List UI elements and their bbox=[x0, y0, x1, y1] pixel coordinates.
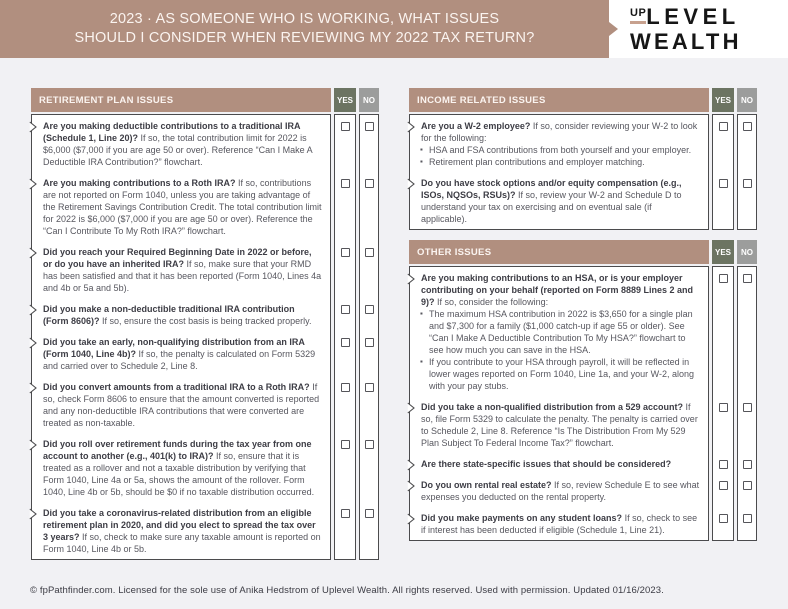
question-bold: Did you take an early, non-qualifying distribution from an IRA (Form 1040, Line 4b)? bbox=[43, 336, 305, 359]
question-text bbox=[43, 336, 322, 372]
logo-line1 bbox=[630, 6, 742, 28]
yes-cell bbox=[712, 114, 734, 172]
yes-cell bbox=[712, 266, 734, 396]
question-detail: If so, review your W-2 and Schedule D to understand your tax on exercising and on eventual sale (if applicable). bbox=[421, 189, 682, 224]
yes-cell bbox=[334, 241, 356, 298]
question-detail: If so, ensure that it is treated as a rollover and not a taxable distribution by verifying that Form 1040, Line 4a or 5a, shows the amount of the rollover. Form 1040, Line 4b or 5b, should be $0 if no taxable distribution occurred. bbox=[43, 450, 315, 497]
question-cell bbox=[31, 114, 331, 172]
question-bold: Did you roll over retirement funds during the tax year from one account to another (e.g., 401(k) to IRA)? bbox=[43, 438, 312, 461]
yes-checkbox[interactable] bbox=[341, 509, 350, 518]
question-detail: If so, the penalty is calculated on Form 5329 and carried over to Schedule 2, Line 8. bbox=[43, 348, 316, 371]
question-cell bbox=[31, 241, 331, 298]
no-cell bbox=[359, 241, 379, 298]
yes-checkbox[interactable] bbox=[719, 460, 728, 469]
yes-cell bbox=[334, 114, 356, 172]
section-header bbox=[31, 88, 379, 112]
no-cell bbox=[737, 114, 757, 172]
yes-cell bbox=[334, 433, 356, 502]
question-text bbox=[421, 177, 700, 225]
no-checkbox[interactable] bbox=[743, 274, 752, 283]
question-cell bbox=[409, 266, 709, 396]
question-cell bbox=[409, 396, 709, 453]
bullet-item bbox=[421, 356, 700, 392]
no-checkbox[interactable] bbox=[743, 122, 752, 131]
question-cell bbox=[31, 298, 331, 331]
section-header bbox=[409, 240, 757, 264]
question-arrow-icon bbox=[29, 121, 37, 133]
yes-cell bbox=[712, 453, 734, 474]
question-cell bbox=[31, 331, 331, 376]
bullet-text: Retirement plan contributions and employer matching. bbox=[429, 156, 645, 167]
yes-checkbox[interactable] bbox=[341, 383, 350, 392]
yes-cell bbox=[712, 474, 734, 507]
right-column bbox=[409, 88, 757, 560]
no-checkbox[interactable] bbox=[743, 460, 752, 469]
bullet-text: HSA and FSA contributions from both yourself and your employer. bbox=[429, 144, 692, 155]
question-cell bbox=[409, 474, 709, 507]
question-detail: If so, review Schedule E to see what expenses you deducted on the rental property. bbox=[421, 479, 700, 502]
question-detail: If so, check to see if interest has been deducted if eligible (Schedule 1, Line 21). bbox=[421, 512, 698, 535]
no-cell bbox=[359, 172, 379, 241]
no-checkbox[interactable] bbox=[365, 305, 374, 314]
question-text bbox=[421, 272, 700, 308]
no-checkbox[interactable] bbox=[743, 403, 752, 412]
question-cell bbox=[409, 453, 709, 474]
question-bold: Do you have stock options and/or equity compensation (e.g., ISOs, NQSOs, RSUs)? bbox=[421, 177, 682, 200]
yes-cell bbox=[334, 331, 356, 376]
question-text bbox=[43, 177, 322, 237]
question-arrow-icon bbox=[407, 402, 415, 414]
question-bold: Did you take a coronavirus-related distribution from an eligible retirement plan in 2020, and did you elect to spread the tax over 3 years? bbox=[43, 507, 316, 542]
yes-cell bbox=[712, 507, 734, 541]
question-text bbox=[421, 458, 700, 470]
bullet-text: If you contribute to your HSA through payroll, it will be reflected in lower wages reported on Form 1040, Line 1a, and your W-2, along with your pay stubs. bbox=[429, 356, 694, 391]
question-detail: If so, check to make sure any taxable amount is reported on Form 1040, Line 4b or 5b. bbox=[43, 531, 321, 554]
question-text bbox=[43, 381, 322, 429]
footer-license-text: © fpPathfinder.com. Licensed for the sole use of Anika Hedstrom of Uplevel Wealth. All rights reserved. Used with permission. Updated 01/16/2023. bbox=[30, 585, 664, 596]
question-arrow-icon bbox=[29, 178, 37, 190]
question-arrow-icon bbox=[29, 508, 37, 520]
question-cell bbox=[409, 114, 709, 172]
checklist-section bbox=[409, 88, 757, 230]
no-cell bbox=[737, 474, 757, 507]
question-arrow-icon bbox=[29, 439, 37, 451]
no-cell bbox=[359, 433, 379, 502]
section-title: INCOME RELATED ISSUES bbox=[409, 88, 709, 112]
content-area bbox=[0, 88, 788, 560]
no-checkbox[interactable] bbox=[743, 514, 752, 523]
yes-checkbox[interactable] bbox=[341, 338, 350, 347]
top-header bbox=[0, 0, 788, 58]
no-cell bbox=[737, 507, 757, 541]
yes-cell bbox=[334, 172, 356, 241]
question-arrow-icon bbox=[407, 480, 415, 492]
yes-cell bbox=[334, 376, 356, 433]
question-bold: Did you make payments on any student loans? bbox=[421, 512, 623, 523]
yes-checkbox[interactable] bbox=[341, 305, 350, 314]
yes-cell bbox=[712, 172, 734, 230]
question-arrow-icon bbox=[407, 459, 415, 471]
logo-level-text: LEVEL bbox=[646, 4, 740, 29]
bullet-item bbox=[421, 144, 700, 156]
question-arrow-icon bbox=[407, 273, 415, 285]
no-checkbox[interactable] bbox=[743, 179, 752, 188]
checklist-section bbox=[31, 88, 379, 560]
yes-cell bbox=[334, 298, 356, 331]
question-text bbox=[43, 438, 322, 498]
no-cell bbox=[359, 376, 379, 433]
yes-checkbox[interactable] bbox=[719, 122, 728, 131]
question-text bbox=[43, 507, 322, 555]
yes-checkbox[interactable] bbox=[719, 514, 728, 523]
question-bold: Did you take a non-qualified distribution from a 529 account? bbox=[421, 401, 684, 412]
logo-wealth-text: WEALTH bbox=[630, 29, 742, 54]
bullet-item bbox=[421, 156, 700, 168]
yes-checkbox[interactable] bbox=[719, 481, 728, 490]
page-title-line1: 2023 · AS SOMEONE WHO IS WORKING, WHAT ISSUES bbox=[109, 11, 500, 27]
question-text bbox=[421, 401, 700, 449]
checklist-section bbox=[409, 240, 757, 541]
question-bold: Are you a W-2 employee? bbox=[421, 120, 531, 131]
no-cell bbox=[359, 502, 379, 560]
bullet-item bbox=[421, 308, 700, 356]
question-bold: Are you making contributions to a Roth IRA? bbox=[43, 177, 236, 188]
question-arrow-icon bbox=[407, 178, 415, 190]
question-bold: Do you own rental real estate? bbox=[421, 479, 552, 490]
bullet-square-icon: ▪ bbox=[420, 356, 423, 366]
section-body bbox=[409, 266, 757, 541]
question-text bbox=[421, 479, 700, 503]
question-text bbox=[421, 512, 700, 536]
question-bold: Are you making contributions to an HSA, or is your employer contributing on your behalf (reported on Form 8889 Lines 2 and 9)? bbox=[421, 272, 694, 307]
section-body bbox=[409, 114, 757, 230]
page-title-line2: SHOULD I CONSIDER WHEN REVIEWING MY 2022 TAX RETURN? bbox=[74, 30, 535, 46]
yes-column-header: YES bbox=[712, 88, 734, 112]
yes-checkbox[interactable] bbox=[719, 403, 728, 412]
no-checkbox[interactable] bbox=[365, 509, 374, 518]
question-cell bbox=[31, 172, 331, 241]
question-text bbox=[43, 303, 322, 327]
question-text bbox=[421, 120, 700, 144]
question-detail: If so, consider the following: bbox=[437, 296, 549, 307]
section-header bbox=[409, 88, 757, 112]
question-bold: Did you make a non-deductible traditional IRA contribution (Form 8606)? bbox=[43, 303, 295, 326]
no-checkbox[interactable] bbox=[365, 440, 374, 449]
yes-checkbox[interactable] bbox=[719, 179, 728, 188]
no-checkbox[interactable] bbox=[365, 383, 374, 392]
yes-checkbox[interactable] bbox=[719, 274, 728, 283]
no-cell bbox=[359, 331, 379, 376]
no-column-header: NO bbox=[359, 88, 379, 112]
question-bold: Did you reach your Required Beginning Date in 2022 or before, or do you have an inherited IRA? bbox=[43, 246, 312, 269]
question-detail: If so, contributions are not reported on Form 1040, unless you are taking advantage of the Retirement Savings Contribution Credit. The total contribution limit for 2022 is $6,000 ($7,000 if you are age 50 or over). Reference the “Can I Contribute To My Roth IRA?” flowchart. bbox=[43, 177, 322, 236]
left-column bbox=[31, 88, 379, 560]
question-arrow-icon bbox=[407, 513, 415, 525]
question-detail: If so, ensure the cost basis is being tracked properly. bbox=[102, 315, 312, 326]
question-text bbox=[43, 246, 322, 294]
bullet-text: The maximum HSA contribution in 2022 is $3,650 for a single plan and $7,300 for a family ($1,000 catch-up if age 55 or older). See “Can I Make A Deductible Contribution To My HSA?” flowchart to see how much you can save in the HSA. bbox=[429, 308, 693, 355]
question-bold: Did you convert amounts from a traditional IRA to a Roth IRA? bbox=[43, 381, 310, 392]
question-arrow-icon bbox=[29, 304, 37, 316]
question-cell bbox=[409, 507, 709, 541]
yes-checkbox[interactable] bbox=[341, 179, 350, 188]
yes-column-header: YES bbox=[712, 240, 734, 264]
no-cell bbox=[737, 172, 757, 230]
no-column-header: NO bbox=[737, 240, 757, 264]
bullet-square-icon: ▪ bbox=[420, 144, 423, 154]
question-cell bbox=[31, 502, 331, 560]
bullet-square-icon: ▪ bbox=[420, 308, 423, 318]
no-cell bbox=[359, 114, 379, 172]
no-cell bbox=[359, 298, 379, 331]
no-cell bbox=[737, 453, 757, 474]
question-cell bbox=[409, 172, 709, 230]
yes-checkbox[interactable] bbox=[341, 248, 350, 257]
no-column-header: NO bbox=[737, 88, 757, 112]
section-title: RETIREMENT PLAN ISSUES bbox=[31, 88, 331, 112]
header-banner bbox=[0, 0, 609, 58]
uplevel-wealth-logo bbox=[630, 6, 742, 53]
no-cell bbox=[737, 396, 757, 453]
question-cell bbox=[31, 433, 331, 502]
bullet-square-icon: ▪ bbox=[420, 156, 423, 166]
question-detail: If so, make sure that your RMD has been satisfied and that it has been reported (Form 1040, Lines 4a and 4b or 5a and 5b). bbox=[43, 258, 322, 293]
question-detail: If so, check Form 8606 to ensure that the amount converted is reported and any non-deductible IRA contributions that were converted are treated as non-taxable. bbox=[43, 381, 320, 428]
yes-column-header: YES bbox=[334, 88, 356, 112]
section-body bbox=[31, 114, 379, 560]
question-text bbox=[43, 120, 322, 168]
question-bold: Are there state-specific issues that should be considered? bbox=[421, 458, 672, 469]
no-checkbox[interactable] bbox=[365, 248, 374, 257]
question-arrow-icon bbox=[407, 121, 415, 133]
banner-arrow-icon bbox=[609, 22, 618, 36]
question-arrow-icon bbox=[29, 382, 37, 394]
yes-cell bbox=[334, 502, 356, 560]
yes-checkbox[interactable] bbox=[341, 122, 350, 131]
question-detail: If so, file Form 5329 to calculate the penalty. The penalty is carried over to Schedule 2, Line 8. Reference “Is The Distribution From My 529 Plan Subject To Federal Income Tax?” flowchart. bbox=[421, 401, 698, 448]
question-detail: If so, the total contribution limit for 2022 is $6,000 ($7,000 if you are age 50 or over). Reference “Can I Make A Deductible IRA Contribution?” flowchart. bbox=[43, 132, 313, 167]
question-arrow-icon bbox=[29, 337, 37, 349]
section-title: OTHER ISSUES bbox=[409, 240, 709, 264]
logo-up-text: UP bbox=[630, 8, 646, 24]
no-checkbox[interactable] bbox=[365, 179, 374, 188]
question-cell bbox=[31, 376, 331, 433]
question-arrow-icon bbox=[29, 247, 37, 259]
no-checkbox[interactable] bbox=[743, 481, 752, 490]
question-detail: If so, consider reviewing your W-2 to look for the following: bbox=[421, 120, 698, 143]
no-checkbox[interactable] bbox=[365, 122, 374, 131]
yes-cell bbox=[712, 396, 734, 453]
question-bold: Are you making deductible contributions to a traditional IRA (Schedule 1, Line 20)? bbox=[43, 120, 301, 143]
no-cell bbox=[737, 266, 757, 396]
yes-checkbox[interactable] bbox=[341, 440, 350, 449]
no-checkbox[interactable] bbox=[365, 338, 374, 347]
